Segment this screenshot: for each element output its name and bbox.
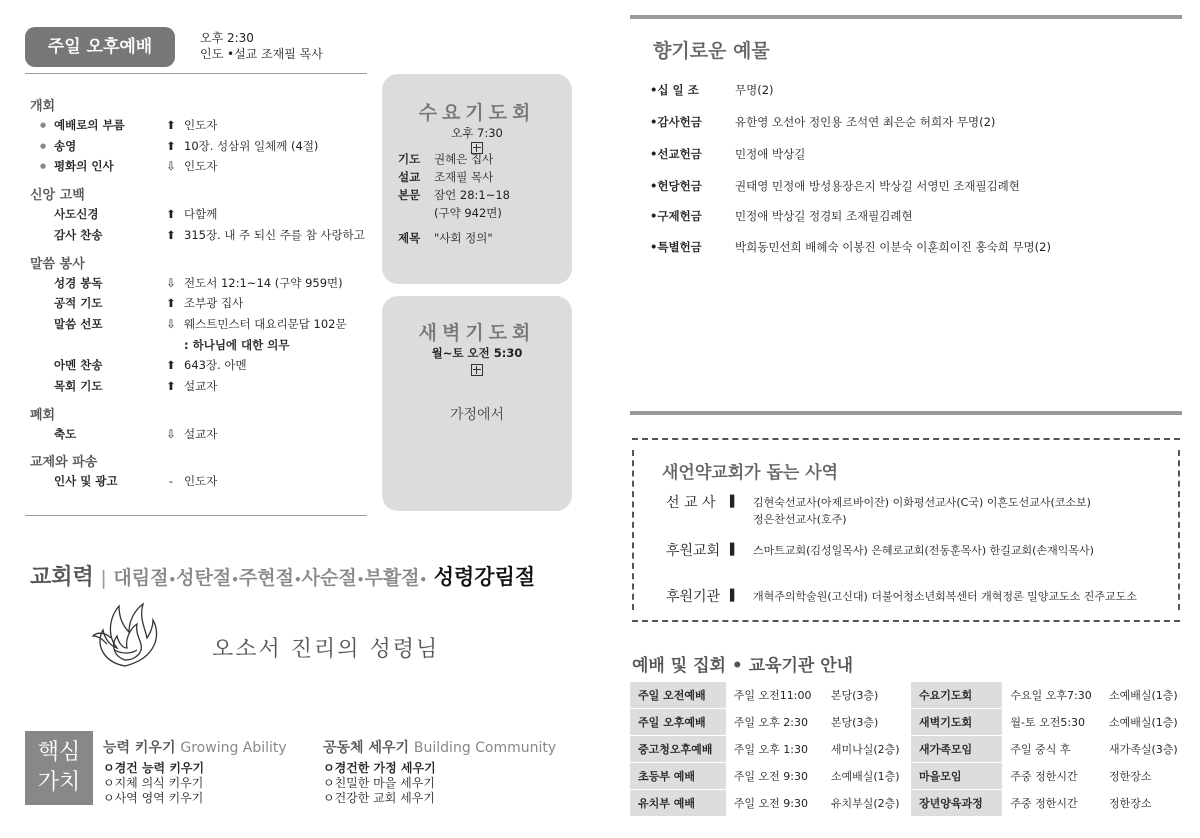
order-label: 목회 기도 [54, 379, 103, 393]
order-text: 인도자 [184, 474, 218, 489]
schedule-cell: 유치부실(2층) [823, 790, 911, 817]
service-time: 오후 2:30 [200, 31, 254, 45]
schedule-name: 주일 오후예배 [630, 709, 726, 736]
order-row [40, 115, 370, 135]
order-row [54, 225, 370, 245]
order-row [54, 424, 370, 444]
order-row [54, 314, 370, 334]
schedule-cell: 세미나실(2층) [823, 736, 911, 763]
order-direction-icon: ⬆ [166, 207, 176, 222]
core-values-box [25, 731, 93, 805]
schedule-name: 유치부 예배 [630, 790, 726, 817]
offering-label: •감사헌금 [650, 115, 702, 129]
dawn-time: 월~토 오전 5:30 [431, 346, 523, 360]
order-direction-icon: ⬆ [166, 379, 176, 393]
calendar-seasons [113, 567, 427, 589]
bullet-icon: ● [40, 121, 47, 129]
wednesday-label: 본문 [398, 188, 421, 202]
order-text: 인도자 [184, 159, 218, 174]
schedule-cell: 주일 중식 후 [1002, 736, 1101, 763]
schedule-cell: 주중 정한시간 [1002, 763, 1101, 790]
top-rule [630, 15, 1182, 19]
order-label: 말씀 선포 [54, 316, 103, 331]
schedule-cell: 주일 오후 2:30 [726, 709, 823, 736]
order-row [54, 376, 370, 396]
order-direction-icon: ⬆ [166, 138, 176, 153]
calendar-season: 대림절 [113, 567, 169, 589]
mission-line: 김현숙선교사(아제르바이잔) 이화평선교사(C국) 이흔도선교사(코소보) [753, 496, 1091, 509]
core-col2-title: 공동체 세우기 [323, 740, 410, 756]
order-label: 송영 [54, 138, 77, 153]
order-direction-icon: ⇩ [166, 275, 176, 290]
order-row [40, 136, 370, 156]
wednesday-text: 권혜은 집사 [434, 152, 494, 166]
order-text: : 하나님에 대한 의무 [184, 337, 290, 352]
schedule-cell: 월-토 오전5:30 [1002, 709, 1101, 736]
calendar-separator: • [419, 573, 428, 587]
schedule-cell: 주일 오전11:00 [726, 682, 823, 709]
calendar-separator: • [231, 573, 239, 587]
calendar-separator: • [356, 573, 365, 587]
dawn-title: 새벽기도회 [418, 322, 536, 344]
order-section-heading: 폐회 [30, 407, 56, 423]
holy-spirit-flame-icon [85, 598, 165, 670]
plus-icon [471, 362, 483, 376]
schedule-row [630, 736, 1182, 763]
schedule-name: 초등부 예배 [630, 763, 726, 790]
wednesday-text: 잠언 28:1~18 [434, 188, 510, 202]
schedule-cell: 새가족실(3층) [1101, 736, 1182, 763]
wednesday-card [382, 74, 572, 284]
offerings-title: 향기로운 예물 [653, 40, 770, 62]
core-column-1 [103, 737, 287, 806]
order-label: 아멘 찬송 [54, 358, 103, 373]
schedule-cell: 소예배실(1층) [1101, 709, 1182, 736]
schedule-name: 중고청오후예배 [630, 736, 726, 763]
offering-label: •십 일 조 [650, 83, 699, 97]
core-col1-heading [103, 737, 287, 757]
mission-mark-icon: ▌ [730, 495, 739, 508]
service-info [200, 30, 323, 62]
order-label: 축도 [54, 426, 77, 441]
core-col1-title: 능력 키우기 [103, 740, 176, 756]
order-label: 감사 찬송 [54, 227, 103, 242]
core-col2-heading [323, 737, 556, 757]
calendar-motto: 오소서 진리의 성령님 [212, 637, 440, 662]
wednesday-text: "사회 정의" [434, 231, 493, 245]
order-row [40, 156, 370, 176]
wednesday-label: 제목 [398, 231, 421, 245]
dawn-place: 가정에서 [449, 407, 505, 423]
schedule-cell: 본당(3층) [823, 709, 911, 736]
calendar-season: 주현절 [238, 567, 294, 589]
schedule-name: 주일 오전예배 [630, 682, 726, 709]
divider [25, 73, 367, 74]
schedule-cell: 주일 오전 9:30 [726, 763, 823, 790]
offering-names: 민정애 박상길 정경퇴 조재필김례현 [735, 209, 913, 223]
wednesday-text: 조재필 목사 [434, 170, 494, 184]
order-row [54, 293, 370, 313]
order-row [54, 273, 370, 293]
schedule-name: 새가족모임 [911, 736, 1002, 763]
schedule-cell: 정한장소 [1101, 790, 1182, 817]
mission-label: 선 교 사 [666, 495, 716, 511]
calendar-season: 사순절 [301, 567, 357, 589]
mission-label: 후원기관 [666, 589, 721, 605]
schedule-name: 장년양육과정 [911, 790, 1002, 817]
dawn-card [382, 296, 572, 511]
schedule-name: 새벽기도회 [911, 709, 1002, 736]
order-direction-icon: ⬆ [166, 227, 176, 242]
offerings-bottom-rule [630, 411, 1182, 415]
offering-names: 무명(2) [735, 83, 774, 97]
divider [25, 515, 367, 516]
schedule-cell: 주중 정한시간 [1002, 790, 1101, 817]
order-label: 예배로의 부름 [54, 118, 125, 132]
schedule-cell: 본당(3층) [823, 682, 911, 709]
schedule-row [630, 763, 1182, 790]
service-leader: 인도 •설교 조재필 목사 [200, 47, 323, 61]
schedule-cell: 수요일 오후7:30 [1002, 682, 1101, 709]
mission-line: 개혁주의학술원(고신대) 더불어청소년회복센터 개혁정론 밀양교도소 진주교도소 [753, 590, 1137, 603]
calendar-separator: • [168, 573, 177, 587]
wednesday-label: 기도 [398, 152, 421, 166]
calendar-season: 성탄절 [176, 567, 232, 589]
schedule-cell: 주일 오전 9:30 [726, 790, 823, 817]
order-section-heading: 신앙 고백 [30, 188, 85, 204]
core-box-line: 핵심 [37, 740, 81, 765]
order-text: 웨스트민스터 대요리문답 102문 [184, 316, 347, 331]
worship-order [30, 95, 370, 510]
order-direction-icon: ⇩ [166, 159, 176, 174]
mission-text [753, 588, 1137, 605]
schedule-row [630, 709, 1182, 736]
schedule-cell: 소예배실(1층) [1101, 682, 1182, 709]
schedule-row [630, 682, 1182, 709]
core-col1-item: ㅇ경건 능력 키우기 [103, 761, 205, 775]
order-direction-icon: ⬆ [166, 358, 176, 373]
order-row [54, 471, 370, 491]
order-row [54, 335, 370, 355]
core-col1-en: Growing Ability [180, 740, 287, 756]
order-text: 인도자 [184, 118, 218, 132]
service-title: 주일 오후예배 [25, 27, 175, 67]
order-text: 조부광 집사 [184, 296, 244, 311]
core-col1-item: ㅇ사역 영역 키우기 [103, 791, 204, 805]
core-col2-item: ㅇ친밀한 마을 세우기 [323, 776, 435, 790]
mission-line: 스마트교회(김성일목사) 은혜로교회(전동훈목사) 한길교회(손재익목사) [753, 544, 1094, 557]
core-col1-item: ㅇ지체 의식 키우기 [103, 776, 204, 790]
core-column-2 [323, 737, 556, 806]
missions-title: 새언약교회가 돕는 사역 [662, 463, 839, 483]
order-text: 315장. 내 주 되신 주를 참 사랑하고 [184, 227, 365, 242]
wednesday-text: (구약 942면) [434, 206, 502, 220]
order-direction-icon: ⇩ [166, 316, 176, 331]
order-row [54, 355, 370, 375]
offering-label: •헌당헌금 [650, 179, 702, 193]
offering-names: 권태영 민정애 방성용장은지 박상길 서영민 조재필김례현 [735, 179, 1020, 193]
wednesday-time: 오후 7:30 [451, 126, 503, 140]
missions-box [632, 438, 1180, 622]
order-section-heading: 개회 [30, 99, 56, 114]
order-text: 10장. 성삼위 일체께 (4절) [184, 138, 319, 153]
mission-label: 후원교회 [666, 543, 721, 559]
offering-names: 유한영 오선아 정인용 조석연 최은순 허희자 무명(2) [735, 115, 996, 129]
order-direction-icon: ⬆ [166, 118, 176, 132]
calendar-separator: • [293, 573, 302, 587]
offering-label: •특별헌금 [650, 240, 702, 254]
mission-line: 정은찬선교사(호주) [753, 513, 847, 526]
order-label: 인사 및 광고 [54, 474, 118, 489]
order-label: 평화의 인사 [54, 159, 114, 174]
missions-right-edge [1178, 450, 1180, 610]
schedule-cell: 정한장소 [1101, 763, 1182, 790]
order-label: 성경 봉독 [54, 275, 103, 290]
schedule-cell: 소예배실(1층) [823, 763, 911, 790]
order-label: 공적 기도 [54, 296, 103, 311]
order-section-heading: 말씀 봉사 [30, 256, 85, 272]
order-text: 설교자 [184, 426, 218, 441]
order-direction-icon: - [168, 474, 174, 489]
order-text: 설교자 [184, 379, 218, 393]
order-text: 다함께 [184, 207, 218, 222]
missions-left-edge [632, 450, 634, 610]
mission-text [753, 542, 1094, 559]
core-col2-item: ㅇ경건한 가정 세우기 [323, 761, 436, 775]
calendar-season: 부활절 [364, 567, 420, 589]
order-row [54, 204, 370, 224]
schedule-name: 마을모임 [911, 763, 1002, 790]
schedule-title: 예배 및 집회 • 교육기관 안내 [632, 656, 854, 676]
core-box-line: 가치 [37, 770, 81, 795]
order-direction-icon: ⬆ [166, 296, 176, 311]
mission-text [753, 494, 1091, 528]
church-calendar [30, 560, 535, 591]
offering-names: 민정애 박상길 [735, 147, 806, 161]
order-section-heading: 교제와 파송 [30, 455, 98, 471]
schedule-table [630, 682, 1182, 817]
mission-mark-icon: ▌ [730, 543, 739, 556]
offering-names: 박희동민선희 배혜숙 이봉진 이분숙 이훈희이진 홍숙희 무명(2) [735, 240, 1051, 254]
schedule-name: 수요기도회 [911, 682, 1002, 709]
offering-label: •선교헌금 [650, 147, 702, 161]
calendar-current: 성령강림절 [433, 565, 536, 589]
order-text: 643장. 아멘 [184, 358, 247, 373]
wednesday-title: 수요기도회 [418, 102, 536, 124]
mission-mark-icon: ▌ [730, 589, 739, 602]
order-text: 전도서 12:1~14 (구약 959면) [184, 275, 343, 290]
bullet-icon: ● [40, 162, 47, 171]
core-col2-item: ㅇ건강한 교회 세우기 [323, 791, 435, 805]
wednesday-label: 설교 [398, 170, 421, 184]
schedule-cell: 주일 오후 1:30 [726, 736, 823, 763]
schedule-row [630, 790, 1182, 817]
order-direction-icon: ⇩ [166, 426, 176, 441]
calendar-label: 교회력 [30, 565, 94, 590]
offering-label: •구제헌금 [650, 209, 702, 223]
order-label: 사도신경 [54, 207, 99, 222]
core-col2-en: Building Community [413, 740, 557, 756]
bullet-icon: ● [40, 141, 47, 150]
calendar-bar: | [100, 567, 107, 589]
